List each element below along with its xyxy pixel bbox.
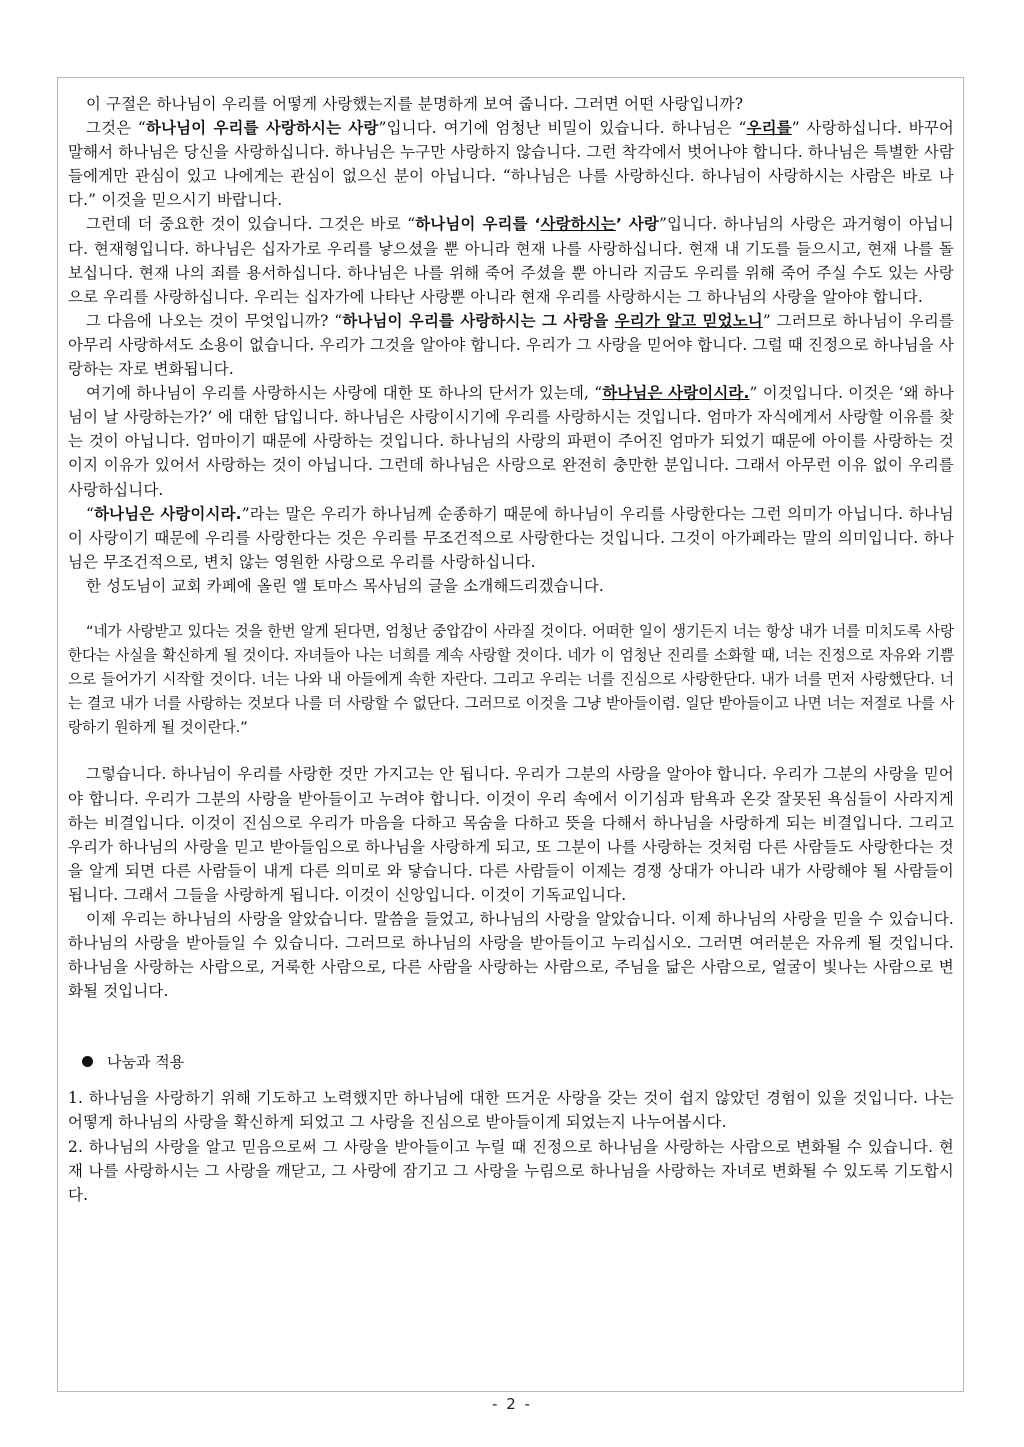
paragraph-6: “하나님은 사랑이시라.”라는 말은 우리가 하나님께 순종하기 때문에 하나님이 우리를 사랑한다는 그런 의미가 아닙니다. 하나님이 사랑이기 때문에 우리를 사랑한다는 것은 우리를 무조건적으로 사랑한다는 것입니다. 그것이 아가페라는 말의 의미입니다. 하나님은 무조건적으로, 변치 않는 영원한 사랑으로 우리를 사랑하십니다.: [68, 504, 954, 571]
paragraph-2: 그것은 “하나님이 우리를 사랑하시는 사랑”입니다. 여기에 엄청난 비밀이 있습니다. 하나님은 “우리를” 사랑하십니다. 바꾸어 말해서 하나님은 당신을 사랑하십니다. 하나님은 누구만 사랑하지 않습니다. 그런 착각에서 벗어나야 합니다. 하나님은 특별한 사람들에게만 관심이 있고 나에게는 관심이 없으신 분이 아닙니다. “하나님은 나를 사랑하신다. 하나님이 사랑하시는 사람은 바로 나다.” 이것을 믿으시기 바랍니다.: [68, 119, 954, 210]
paragraph-7: 한 성도님이 교회 카페에 올린 앨 토마스 목사님의 글을 소개해드리겠습니다.: [86, 576, 605, 595]
paragraph-4: 그 다음에 나오는 것이 무엇입니까? “하나님이 우리를 사랑하시는 그 사랑을 우리가 알고 믿었노니” 그러므로 하나님이 우리를 아무리 사랑하셔도 소용이 없습니다. 우리가 그것을 알아야 합니다. 우리가 그 사랑을 믿어야 합니다. 그럴 때 진정으로 하나님을 사랑하는 자로 변화됩니다.: [68, 311, 954, 379]
paragraph-5: 여기에 하나님이 우리를 사랑하시는 사랑에 대한 또 하나의 단서가 있는데, “하나님은 사랑이시라.” 이것입니다. 이것은 ‘왜 하나님이 날 사랑하는가?’ 에 대한 답입니다. 하나님은 사랑이시기에 우리를 사랑하시는 것입니다. 엄마가 자식에게서 사랑할 이유를 찾는 것이 아닙니다. 엄마이기 때문에 사랑하는 것입니다. 하나님의 사랑의 파편이 주어진 엄마가 되었기 때문에 아이를 사랑하는 것이지 이유가 있어서 사랑하는 것이 아닙니다. 그런데 하나님은 사랑으로 완전히 충만한 분입니다. 그래서 아무런 이유 없이 우리를 사랑하십니다.: [68, 384, 954, 499]
emphasis-underlined-text: 사랑하시는: [540, 215, 616, 234]
bullet-icon: [82, 1056, 93, 1067]
application-item-1: 1. 하나님을 사랑하기 위해 기도하고 노력했지만 하나님에 대한 뜨거운 사랑을 갖는 것이 쉽지 않았던 경험이 있을 것입니다. 나는 어떻게 하나님의 사랑을 확신하게 되었고 그 사랑을 진심으로 받아들이게 되었는지 나누어봅시다.: [68, 1089, 954, 1132]
emphasis-text: 하나님이 우리를 사랑하시는 그 사랑을: [342, 311, 615, 330]
paragraph-9: 이제 우리는 하나님의 사랑을 알았습니다. 말씀을 들었고, 하나님의 사랑을 알았습니다. 이제 하나님의 사랑을 믿을 수 있습니다. 하나님의 사랑을 받아들일 수 있습니다. 그러므로 하나님의 사랑을 받아들이고 누리십시오. 그러면 여러분은 자유케 될 것입니다. 하나님을 사랑하는 사람으로, 거룩한 사람으로, 다른 사람을 사랑하는 사람으로, 주님을 닮은 사람으로, 얼굴이 빛나는 사람으로 변화될 것입니다.: [68, 910, 954, 1001]
page-number: - 2 -: [492, 1395, 532, 1413]
emphasis-text: ’ 사랑: [615, 215, 660, 234]
paragraph-3: 그런데 더 중요한 것이 있습니다. 그것은 바로 “하나님이 우리를 ‘사랑하시는’ 사랑”입니다. 하나님의 사랑은 과거형이 아닙니다. 현재형입니다. 하나님은 십자가로 우리를 낳으셨을 뿐 아니라 현재 나를 사랑하십니다. 현재 내 기도를 들으시고, 현재 나를 돌보십니다. 현재 나의 죄를 용서하십니다. 하나님은 나를 위해 죽어 주셨을 뿐 아니라 지금도 우리를 위해 죽어 주실 수도 있는 사랑으로 우리를 사랑하십니다. 우리는 십자가에 나타난 사랑뿐 아니라 현재 우리를 사랑하시는 그 하나님의 사랑을 알아야 합니다.: [68, 215, 954, 306]
document-body: [68, 92, 954, 1207]
emphasis-text: 하나님이 우리를 ‘: [415, 215, 541, 234]
paragraph-8: 그렇습니다. 하나님이 우리를 사랑한 것만 가지고는 안 됩니다. 우리가 그분의 사랑을 알아야 합니다. 우리가 그분의 사랑을 믿어야 합니다. 우리가 그분의 사랑을 받아들이고 누려야 합니다. 이것이 우리 속에서 이기심과 탐욕과 온갖 잘못된 욕심들이 사라지게 하는 비결입니다. 이것이 진심으로 우리가 마음을 다하고 목숨을 다하고 뜻을 다해서 하나님을 사랑하게 되는 비결입니다. 그리고 우리가 하나님의 사랑을 믿고 받아들임으로 하나님을 사랑하게 되고, 또 그분이 나를 사랑하는 것처럼 다른 사람들도 사랑한다는 것을 알게 되면 다른 사람들이 내게 다른 의미로 와 닿습니다. 다른 사람들이 이제는 경쟁 상대가 아니라 내가 사랑해야 될 사람들이 됩니다. 그래서 그들을 사랑하게 됩니다. 이것이 신앙입니다. 이것이 기독교입니다.: [68, 765, 954, 904]
application-item-2: 2. 하나님의 사랑을 알고 믿음으로써 그 사랑을 받아들이고 누릴 때 진정으로 하나님을 사랑하는 사람으로 변화될 수 있습니다. 현재 나를 사랑하시는 그 사랑을 깨닫고, 그 사랑에 잠기고 그 사랑을 누림으로 하나님을 사랑하는 자녀로 변화될 수 있도록 기도합시다.: [68, 1137, 954, 1204]
emphasis-underlined-text: 우리가 알고 믿었노니: [614, 311, 763, 330]
quote-block: “네가 사랑받고 있다는 것을 한번 알게 된다면, 엄청난 중압감이 사라질 것이다. 어떠한 일이 생기든지 너는 항상 내가 너를 미치도록 사랑한다는 사실을 확신하게 될 것이다. 자녀들아 나는 너희를 계속 사랑할 것이다. 네가 이 엄청난 진리를 소화할 때, 너는 진정으로 자유와 기쁨으로 들어가기 시작할 것이다. 너는 나와 내 아들에게 속한 자란다. 그리고 우리는 너를 진심으로 사랑한단다. 내가 너를 먼저 사랑했단다. 너는 결코 내가 너를 사랑하는 것보다 나를 더 사랑할 수 없단다. 그러므로 이것을 그냥 받아들이렴. 일단 받아들이고 나면 너는 저절로 나를 사랑하기 원하게 될 것이란다.”: [68, 622, 954, 737]
emphasis-underlined-text: 우리를: [746, 119, 792, 138]
emphasis-text: 하나님이 우리를 사랑하시는 사랑: [146, 119, 379, 138]
emphasis-underlined-text: 하나님은 사랑이시라.: [602, 384, 750, 403]
section-heading: [68, 1051, 954, 1072]
paragraph-1: 이 구절은 하나님이 우리를 어떻게 사랑했는지를 분명하게 보여 줍니다. 그러면 어떤 사랑입니까?: [86, 95, 744, 113]
emphasis-text: 하나님은 사랑이시라.: [94, 504, 242, 523]
section-title: 나눔과 적용: [107, 1053, 185, 1072]
